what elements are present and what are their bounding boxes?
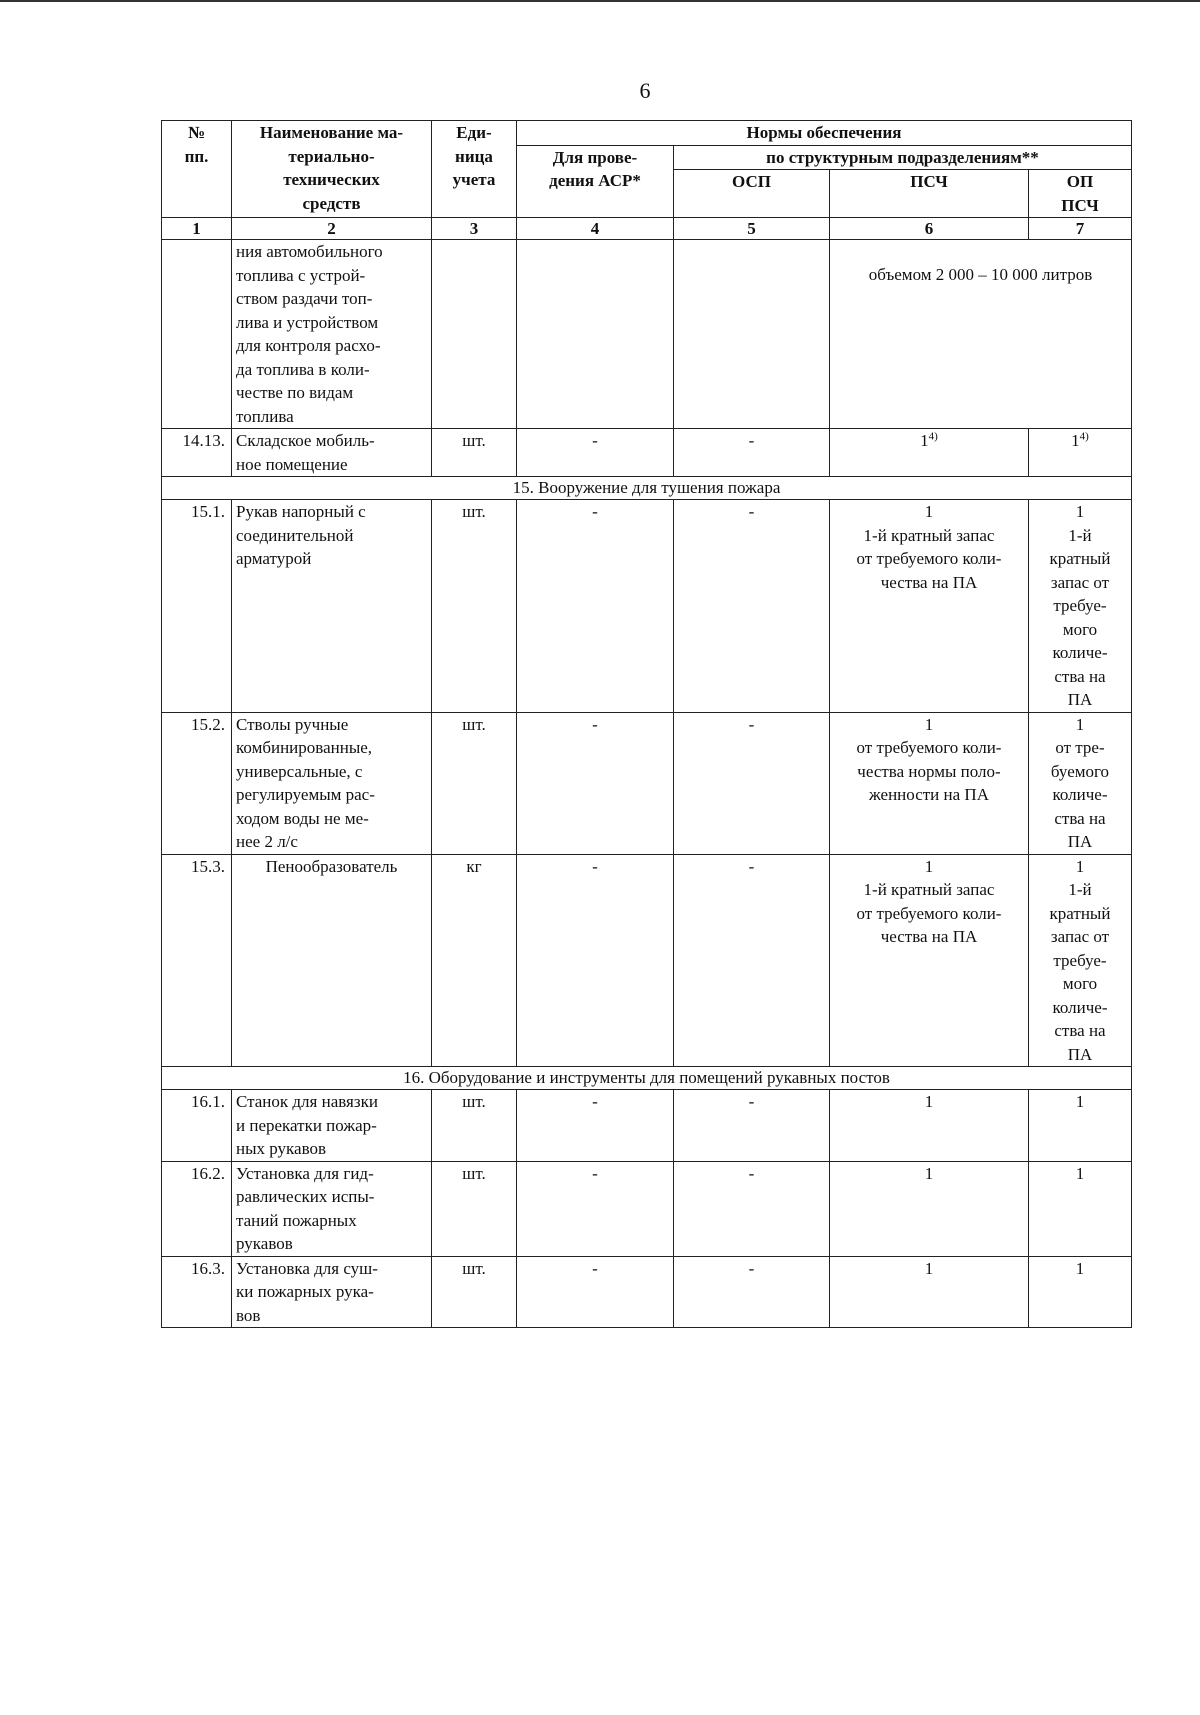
row-name-line: да топлива в коли- xyxy=(236,359,370,379)
column-number: 4 xyxy=(517,218,674,240)
row-asr: - xyxy=(517,1256,674,1328)
row-op-psch-line: буемого xyxy=(1050,761,1110,781)
row-op-psch-line: количе- xyxy=(1052,785,1108,804)
row-op-psch-line: 1 xyxy=(1075,502,1085,521)
row-psch-line: 1 xyxy=(924,502,934,521)
header-col-name-line: технических xyxy=(283,170,380,189)
header-col-psch: ПСЧ xyxy=(830,170,1029,218)
row-osp: - xyxy=(674,1161,830,1256)
row-name-line: честве по видам xyxy=(236,383,354,402)
row-psch-value: 1 xyxy=(920,431,929,450)
row-op-psch xyxy=(1029,712,1132,854)
header-col-op-psch xyxy=(1029,170,1132,218)
header-norms: Нормы обеспечения xyxy=(517,121,1132,146)
row-name xyxy=(232,500,432,713)
column-numbers-row xyxy=(162,218,1132,240)
row-unit: шт. xyxy=(432,1161,517,1256)
row-op-psch-line: мого xyxy=(1062,974,1098,993)
row-name xyxy=(232,240,432,429)
table-row xyxy=(162,1161,1132,1256)
row-op-psch: 1 xyxy=(1029,1161,1132,1256)
row-number: 15.1. xyxy=(162,500,232,713)
row-psch-line: женности на ПА xyxy=(869,785,989,804)
row-op-psch-line: 1 xyxy=(1075,714,1085,734)
row-psch-line: 1-й кратный запас xyxy=(863,880,995,899)
table-row xyxy=(162,854,1132,1067)
header-col-name xyxy=(232,121,432,218)
row-name: Пенообразователь xyxy=(232,854,432,1067)
row-name-line: ки пожарных рука- xyxy=(236,1282,374,1301)
row-name-line: таний пожарных xyxy=(236,1210,357,1230)
row-unit: шт. xyxy=(432,500,517,713)
row-osp: - xyxy=(674,429,830,477)
row-op-psch xyxy=(1029,429,1132,477)
row-unit: шт. xyxy=(432,429,517,477)
row-op-psch-line: мого xyxy=(1062,619,1098,639)
row-name-line: ством раздачи топ- xyxy=(236,289,373,308)
norms-table xyxy=(161,120,1132,1328)
page-top-border xyxy=(0,0,1200,2)
column-number: 5 xyxy=(674,218,830,240)
header-col-unit-line: учета xyxy=(452,170,496,189)
row-name-line: универсальные, с xyxy=(236,761,363,781)
row-psch: 1 xyxy=(830,1256,1029,1328)
row-number: 16.1. xyxy=(162,1090,232,1162)
row-op-psch xyxy=(1029,500,1132,713)
row-asr: - xyxy=(517,429,674,477)
row-op-psch: 1 xyxy=(1029,1090,1132,1162)
row-asr: - xyxy=(517,712,674,854)
row-name-line: ходом воды не ме- xyxy=(236,808,369,828)
row-op-psch-value: 1 xyxy=(1071,431,1080,450)
row-name-line: регулируемым рас- xyxy=(236,785,375,804)
row-osp: - xyxy=(674,1256,830,1328)
table-row xyxy=(162,1256,1132,1328)
column-number: 1 xyxy=(162,218,232,240)
row-name-line: арматурой xyxy=(236,549,312,568)
row-osp: - xyxy=(674,500,830,713)
row-op-psch-line: ства на xyxy=(1054,666,1106,686)
row-name-line: Стволы ручные xyxy=(236,714,349,734)
header-col-number-symbol: № xyxy=(187,123,206,142)
row-op-psch-line: количе- xyxy=(1052,997,1108,1017)
row-number: 16.2. xyxy=(162,1161,232,1256)
header-col-asr-line: дения АСР* xyxy=(549,171,641,190)
row-name xyxy=(232,1090,432,1162)
section-title-16: 16. Оборудование и инструменты для помещений рукавных постов xyxy=(162,1067,1132,1090)
header-col-asr-line: Для прове- xyxy=(552,147,638,167)
row-norm-volume: объемом 2 000 – 10 000 литров xyxy=(830,240,1132,429)
row-op-psch-line: 1-й xyxy=(1068,880,1092,899)
row-psch-line: чества на ПА xyxy=(880,927,978,946)
row-name-line: Установка для суш- xyxy=(236,1258,378,1278)
row-op-psch-line: требуе- xyxy=(1053,950,1107,970)
row-psch-line: от требуемого коли- xyxy=(856,903,1002,923)
row-name-line: топлива xyxy=(236,406,294,426)
row-name-line: топлива с устрой- xyxy=(236,265,366,285)
header-col-osp: ОСП xyxy=(674,170,830,218)
row-number: 15.3. xyxy=(162,854,232,1067)
row-number xyxy=(162,240,232,429)
row-op-psch-line: кратный xyxy=(1049,549,1111,568)
row-op-psch-line: от тре- xyxy=(1055,738,1105,757)
row-op-psch-line: ства на xyxy=(1054,1021,1106,1040)
row-psch xyxy=(830,429,1029,477)
header-col-asr xyxy=(517,145,674,218)
column-number: 6 xyxy=(830,218,1029,240)
header-col-name-line: средств xyxy=(302,193,361,213)
row-name xyxy=(232,429,432,477)
row-op-psch-line: запас от xyxy=(1050,572,1110,592)
row-name xyxy=(232,1256,432,1328)
table-row xyxy=(162,1090,1132,1162)
header-col-number xyxy=(162,121,232,218)
row-name-line: лива и устройством xyxy=(236,312,379,332)
row-psch-line: чества на ПА xyxy=(880,572,978,592)
row-number: 15.2. xyxy=(162,712,232,854)
row-name-line: ных рукавов xyxy=(236,1139,327,1158)
row-op-psch-line: ПА xyxy=(1067,1044,1093,1064)
row-asr: - xyxy=(517,1090,674,1162)
row-psch: 1 xyxy=(830,1161,1029,1256)
row-op-psch-line: ства на xyxy=(1054,808,1106,828)
column-number: 3 xyxy=(432,218,517,240)
header-col-unit xyxy=(432,121,517,218)
column-number: 2 xyxy=(232,218,432,240)
row-op-psch-line: ПА xyxy=(1067,832,1093,851)
row-name-line: соединительной xyxy=(236,525,354,545)
row-psch xyxy=(830,500,1029,713)
row-osp: - xyxy=(674,854,830,1067)
row-name-line: комбинированные, xyxy=(236,738,373,757)
row-psch-line: чества нормы поло- xyxy=(857,761,1001,781)
row-op-psch xyxy=(1029,854,1132,1067)
row-name xyxy=(232,712,432,854)
row-name-line: Рукав напорный с xyxy=(236,502,366,521)
row-asr: - xyxy=(517,1161,674,1256)
row-name-line: вов xyxy=(236,1305,261,1325)
section-row xyxy=(162,1067,1132,1090)
row-psch-line: 1 xyxy=(924,856,934,876)
header-col-op-psch-line: ОП xyxy=(1066,172,1094,191)
row-number: 16.3. xyxy=(162,1256,232,1328)
header-col-number-abbr: пп. xyxy=(184,146,209,166)
row-op-psch-line: количе- xyxy=(1052,643,1108,662)
row-op-psch-line: ПА xyxy=(1067,690,1093,709)
row-name-line: для контроля расхо- xyxy=(236,336,381,355)
row-name xyxy=(232,1161,432,1256)
row-psch xyxy=(830,854,1029,1067)
row-op-psch: 1 xyxy=(1029,1256,1132,1328)
row-asr: - xyxy=(517,854,674,1067)
row-name-line: Установка для гид- xyxy=(236,1163,374,1183)
section-row xyxy=(162,477,1132,500)
footnote-mark: 4) xyxy=(928,430,938,443)
row-psch: 1 xyxy=(830,1090,1029,1162)
row-op-psch-line: требуе- xyxy=(1053,596,1107,615)
row-asr: - xyxy=(517,500,674,713)
row-op-psch-line: 1 xyxy=(1075,856,1085,876)
header-col-unit-line: ница xyxy=(455,146,493,166)
row-name-line: рукавов xyxy=(236,1234,293,1253)
row-osp: - xyxy=(674,1090,830,1162)
table-row xyxy=(162,500,1132,713)
header-col-name-line: Наименование ма- xyxy=(259,123,404,142)
header-col-op-psch-line: ПСЧ xyxy=(1061,195,1099,215)
row-name-line: нее 2 л/с xyxy=(236,832,298,851)
row-asr xyxy=(517,240,674,429)
row-osp xyxy=(674,240,830,429)
row-op-psch-line: кратный xyxy=(1049,903,1111,923)
table-row xyxy=(162,429,1132,477)
table-row xyxy=(162,712,1132,854)
row-psch xyxy=(830,712,1029,854)
row-name-line: ное помещение xyxy=(236,454,348,474)
header-by-units: по структурным подразделениям** xyxy=(674,145,1132,170)
column-number: 7 xyxy=(1029,218,1132,240)
footnote-mark: 4) xyxy=(1079,430,1089,443)
row-name-line: и перекатки пожар- xyxy=(236,1115,377,1135)
row-unit: шт. xyxy=(432,712,517,854)
row-name-line: Складское мобиль- xyxy=(236,431,375,450)
row-psch-line: 1-й кратный запас xyxy=(863,525,995,545)
row-unit: шт. xyxy=(432,1256,517,1328)
row-psch-line: 1 xyxy=(924,714,934,734)
row-unit xyxy=(432,240,517,429)
row-number: 14.13. xyxy=(162,429,232,477)
row-name-line: ния автомобильного xyxy=(236,242,383,261)
section-title-15: 15. Вооружение для тушения пожара xyxy=(162,477,1132,500)
header-col-unit-line: Еди- xyxy=(456,123,492,142)
row-name-line: равлических испы- xyxy=(236,1187,375,1206)
row-op-psch-line: 1-й xyxy=(1068,525,1092,545)
row-osp: - xyxy=(674,712,830,854)
row-name-line: Станок для навязки xyxy=(236,1092,378,1111)
table-row xyxy=(162,240,1132,429)
row-op-psch-line: запас от xyxy=(1050,927,1110,946)
header-row-1 xyxy=(162,121,1132,146)
row-psch-line: от требуемого коли- xyxy=(856,549,1002,568)
header-col-name-line: териально- xyxy=(288,146,375,166)
page-number: 6 xyxy=(639,78,651,103)
row-unit: шт. xyxy=(432,1090,517,1162)
row-psch-line: от требуемого коли- xyxy=(856,738,1002,757)
row-unit: кг xyxy=(432,854,517,1067)
